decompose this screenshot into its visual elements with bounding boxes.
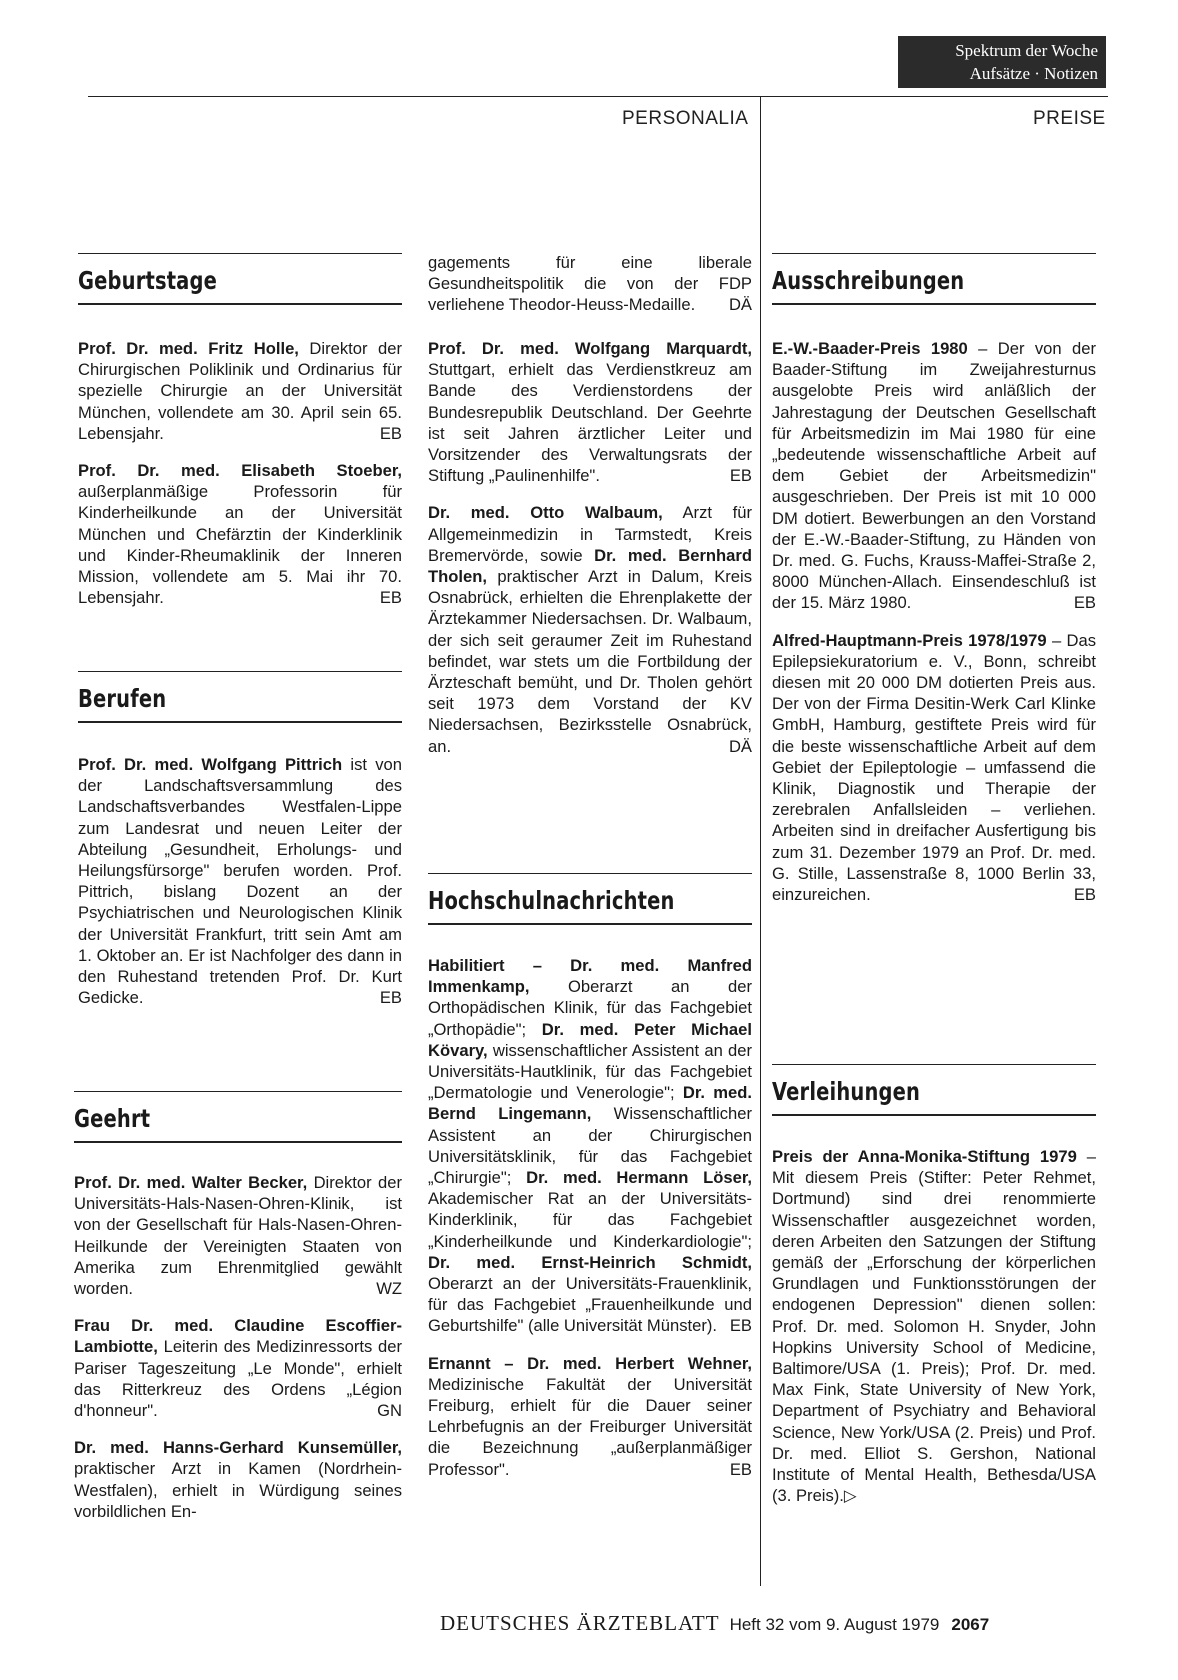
entry-wehner: Ernannt – Dr. med. Herbert Wehner, Medizinische Fakultät der Universität Freiburg, erhielt für die Dauer seiner Lehrbefugnis an der Freiburger Universität die Bezeichnung „außerplanmäßiger Professor". EB xyxy=(428,1353,752,1479)
entry-stoeber: Prof. Dr. med. Elisabeth Stoeber, außerplanmäßige Professorin für Kinderheilkunde an der Universität München und Chefärztin der Kinderklinik und Kinder-Rheumaklinik der Inneren Mission, vollendete am 5. Mai ihr 70. Lebensjahr. EB xyxy=(78,461,402,608)
section-badge xyxy=(898,36,1106,88)
column-3b xyxy=(772,1146,1096,1522)
section-ausschreibungen xyxy=(772,253,1096,305)
continue-arrow-icon: ▷ xyxy=(843,1486,857,1506)
section-geburtstage xyxy=(78,253,402,305)
entry-kunsemueller-cont: gagements für eine liberale Gesundheitspolitik die von der FDP verliehene Theodor-Heuss-Medaille. DÄ xyxy=(428,253,752,315)
column-divider xyxy=(760,96,761,1586)
page-footer xyxy=(440,1611,989,1636)
column-2c xyxy=(428,955,752,1496)
section-verleihungen xyxy=(772,1064,1096,1116)
heading-berufen: Berufen xyxy=(78,684,167,713)
section-berufen xyxy=(78,671,402,723)
section-hochschul xyxy=(428,873,752,925)
column-1b xyxy=(78,754,402,1024)
issue-info: Heft 32 vom 9. August 1979 xyxy=(729,1615,940,1634)
entry-kunsemueller: Dr. med. Hanns-Gerhard Kunsemüller, praktischer Arzt in Kamen (Nordrhein-Westfalen), erhielt in Würdigung seines vorbildlichen En- xyxy=(74,1438,402,1521)
entry-escoffier: Frau Dr. med. Claudine Escoffier-Lambiotte, Leiterin des Medizinressorts der Pariser Tageszeitung „Le Monde", erhielt das Ritterkreuz des Ordens „Légion d'honneur". GN xyxy=(74,1316,402,1421)
badge-line-1: Spektrum der Woche xyxy=(955,41,1098,60)
entry-walbaum: Dr. med. Otto Walbaum, Arzt für Allgemeinmedizin in Tarmstedt, Kreis Bremervörde, sowie Dr. med. Bernhard Tholen, praktischer Arzt in Dalum, Kreis Osnabrück, erhielten die Ehrenplakette der Ärztekammer Niedersachsen. Dr. Walbaum, der sich seit geraumer Zeit im Ruhestand befindet, war stets um die Fortbildung der Ärzteschaft bemüht, und Dr. Tholen gehört seit 1973 dem Vorstand der KV Niedersachsen, Bezirksstelle Osnabrück, an. DÄ xyxy=(428,503,753,756)
header-preise: PREISE xyxy=(1033,108,1106,129)
entry-becker: Prof. Dr. med. Walter Becker, Direktor der Universitäts-Hals-Nasen-Ohren-Klinik, ist von der Gesellschaft für Hals-Nasen-Ohren-Heilkunde der Vereinigten Staaten von Amerika zum Ehrenmitglied gewählt worden. WZ xyxy=(74,1173,402,1299)
entry-hauptmann: Alfred-Hauptmann-Preis 1978/1979 – Das Epilepsiekuratorium e. V., Bonn, schreibt diesen mit 20 000 DM dotierten Preis aus. Der von der Firma Desitin-Werk Carl Klinke GmbH, Hamburg, gestiftete Preis wird für die beste wissenschaftliche Arbeit auf dem Gebiet der Epileptologie – umfassend die Klinik, Diagnostik und Therapie der zerebralen Anfallsleiden – verliehen. Arbeiten sind in dreifacher Ausfertigung bis zum 31. Dezember 1979 an Prof. Dr. med. G. Stille, Lassenstraße 8, 1000 Berlin 33, einzureichen. EB xyxy=(772,630,1096,905)
heading-geehrt: Geehrt xyxy=(74,1104,151,1133)
entry-pittrich: Prof. Dr. med. Wolfgang Pittrich ist von der Landschaftsversammlung des Landschaftsverbandes Westfalen-Lippe zum Landesrat und neuen Leiter der Abteilung „Gesundheit, Erholungs- und Heilungsfürsorge" berufen worden. Prof. Pittrich, bislang Dozent an der Psychiatrischen und Neurologischen Klinik der Universität Frankfurt, tritt sein Amt am 1. Oktober an. Er ist Nachfolger des dann in den Ruhestand tretenden Prof. Dr. Kurt Gedicke. EB xyxy=(78,755,402,1008)
header-personalia: PERSONALIA xyxy=(622,108,749,129)
journal-name: DEUTSCHES ÄRZTEBLATT xyxy=(440,1611,720,1635)
column-2b xyxy=(428,338,752,773)
heading-ausschreibungen: Ausschreibungen xyxy=(772,266,965,295)
column-3a xyxy=(772,338,1096,921)
column-2a xyxy=(428,252,752,332)
section-geehrt xyxy=(74,1091,402,1143)
entry-habilitiert: Habilitiert – Dr. med. Manfred Immenkamp, Oberarzt an der Orthopädischen Klinik, für das Fachgebiet „Orthopädie"; Dr. med. Peter Michael Kövary, wissenschaftlicher Assistent an der Universitäts-Hautklinik, für das Fachgebiet „Dermatologie und Venerologie"; Dr. med. Bernd Lingemann, Wissenschaftlicher Assistent an der Chirurgischen Universitätsklinik, für das Fachgebiet „Chirurgie"; Dr. med. Hermann Löser, Akademischer Rat an der Universitäts-Kinderklinik, für das Fachgebiet „Kinderheilkunde und Kinderkardiologie"; Dr. med. Ernst-Heinrich Schmidt, Oberarzt an der Universitäts-Frauenklinik, für das Fachgebiet „Frauenheilkunde und Geburtshilfe" (alle Universität Münster). EB xyxy=(428,956,753,1336)
page-number: 2067 xyxy=(951,1615,990,1634)
heading-geburtstage: Geburtstage xyxy=(78,266,217,295)
entry-holle: Prof. Dr. med. Fritz Holle, Direktor der Chirurgischen Poliklinik und Ordinarius für spezielle Chirurgie an der Universität München, vollendete am 30. April sein 65. Lebensjahr. EB xyxy=(78,339,402,443)
entry-baader: E.-W.-Baader-Preis 1980 – Der von der Baader-Stiftung im Zweijahresturnus ausgelobte Preis wird anläßlich der Jahrestagung der Deutschen Gesellschaft für Arbeitsmedizin im Mai 1980 für eine „bedeutende wissenschaftliche Arbeit auf dem Gebiet der Arbeitsmedizin" ausgeschrieben. Der Preis ist mit 10 000 DM dotiert. Bewerbungen an den Vorstand der E.-W.-Baader-Stiftung, zu Händen von Dr. med. G. Fuchs, Krauss-Maffei-Straße 2, 8000 München-Allach. Einsendeschluß ist der 15. März 1980. EB xyxy=(772,339,1096,613)
badge-line-2: Aufsätze · Notizen xyxy=(969,64,1098,83)
heading-hochschul: Hochschulnachrichten xyxy=(428,886,675,915)
entry-marquardt: Prof. Dr. med. Wolfgang Marquardt, Stuttgart, erhielt das Verdienstkreuz am Bande des Verdienstordens der Bundesrepublik Deutschland. Der Geehrte ist seit Jahren ärztlicher Leiter und Vorsitzender des Verwaltungsrats der Stiftung „Paulinenhilfe". EB xyxy=(428,339,752,486)
heading-verleihungen: Verleihungen xyxy=(772,1077,921,1106)
top-rule xyxy=(88,96,1108,97)
column-1a xyxy=(78,338,402,624)
column-1c xyxy=(74,1172,402,1538)
entry-annamonika: Preis der Anna-Monika-Stiftung 1979 – Mit diesem Preis (Stifter: Peter Rehmet, Dortmund) sind drei renommierte Wissenschaftler ausgezeichnet worden, deren Arbeiten den Satzungen der Stiftung gemäß der „Erforschung der körperlichen Grundlagen und Funktionsstörungen der endogenen Depression" dienen sollen: Prof. Dr. med. Solomon H. Snyder, John Hopkins University School of Medicine, Baltimore/USA (1. Preis); Prof. Dr. med. Max Fink, State University of New York, Department of Psychiatry and Behavioral Science, New York/USA (2. Preis) und Prof. Dr. med. Elliot S. Gershon, National Institute of Mental Health, Bethesda/USA (3. Preis).▷ xyxy=(772,1147,1096,1506)
